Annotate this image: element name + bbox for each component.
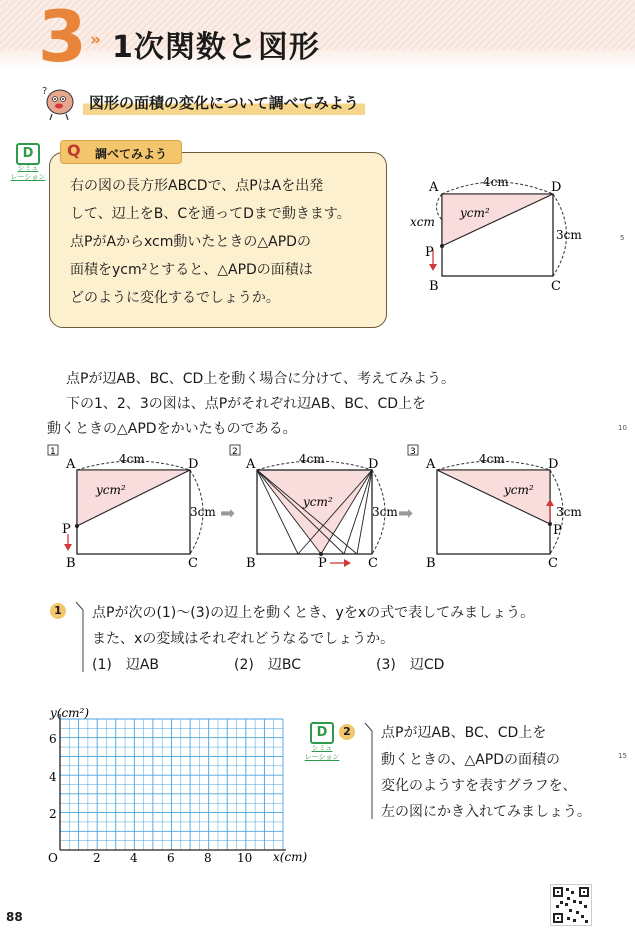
label-d: D	[548, 457, 559, 472]
paragraph-line: 下の1、2、3の図は、点Pがそれぞれ辺AB、BC、CD上を	[66, 396, 427, 412]
top-length: 4cm	[479, 452, 505, 466]
question-2-line: 変化のようすを表すグラフを、	[381, 778, 577, 794]
section-arrow: »	[90, 30, 101, 50]
question-line: して、辺上をB、Cを通ってDまで動きます。	[70, 206, 351, 222]
label-d: D	[551, 180, 562, 195]
simulation-d-icon[interactable]: D	[310, 722, 334, 744]
question-1-badge: 1	[50, 603, 66, 619]
label-d: D	[188, 457, 199, 472]
simulation-label[interactable]: シミュ レーション	[304, 744, 340, 761]
right-arrow-icon: ➡	[398, 503, 414, 524]
down-arrow-head-icon	[64, 544, 72, 551]
right-arrow-icon: ➡	[220, 503, 236, 524]
label-a: A	[426, 457, 436, 472]
question-1-item: (3) 辺CD	[376, 657, 445, 673]
right-length: 3cm	[372, 505, 398, 519]
y-tick-label: 2	[49, 807, 57, 821]
x-tick-label: 2	[93, 851, 101, 865]
question-line: どのように変化するでしょうか。	[70, 290, 280, 306]
margin-number: 5	[620, 234, 625, 242]
label-a: A	[66, 457, 76, 472]
section-number: 3	[38, 0, 87, 78]
graph	[38, 700, 318, 870]
question-tab-label: 調べてみよう	[95, 147, 168, 161]
label-a: A	[246, 457, 256, 472]
point-p-dot	[548, 522, 552, 526]
question-1-line: また、xの変域はそれぞれどうなるでしょうか。	[92, 631, 395, 647]
label-b: B	[429, 279, 439, 294]
question-line: 点PがAからxcm動いたときの△APDの	[70, 234, 311, 250]
label-a: A	[429, 180, 439, 195]
graph-grid	[60, 719, 283, 850]
label-d: D	[368, 457, 379, 472]
question-2-line: 左の図にかき入れてみましょう。	[381, 804, 591, 820]
label-c: C	[548, 556, 558, 571]
label-c: C	[551, 279, 561, 294]
label-c: C	[368, 556, 378, 571]
simulation-label[interactable]: シミュ レーション	[10, 164, 46, 181]
down-arrow-head-icon	[429, 264, 437, 271]
x-tick-label: 8	[204, 851, 212, 865]
right-length: 3cm	[556, 228, 582, 242]
label-b: B	[66, 556, 76, 571]
figure-3	[404, 442, 594, 572]
area-label: ycm²	[303, 495, 333, 509]
top-length: 4cm	[119, 452, 145, 466]
paragraph-line: 動くときの△APDをかいたものである。	[47, 421, 297, 437]
figure-2	[226, 442, 406, 572]
bracket	[74, 600, 86, 674]
question-line: 面積をycm²とすると、△APDの面積は	[70, 262, 313, 278]
figure-number: 3	[410, 447, 416, 457]
question-2-line: 動くときの、△APDの面積の	[381, 752, 561, 768]
label-p: P	[425, 245, 434, 260]
x-tick-label: 4	[130, 851, 138, 865]
question-2-badge: 2	[339, 724, 355, 740]
subheading: 図形の面積の変化について調べてみよう	[83, 90, 365, 115]
label-c: C	[188, 556, 198, 571]
top-length: 4cm	[483, 175, 509, 189]
right-length: 3cm	[190, 505, 216, 519]
label-b: B	[426, 556, 436, 571]
area-label: ycm²	[460, 206, 490, 220]
paragraph-line: 点Pが辺AB、BC、CD上を動く場合に分けて、考えてみよう。	[66, 371, 456, 387]
x-tick-label: 10	[237, 851, 253, 865]
y-axis-label: y(cm²)	[50, 706, 90, 720]
qr-code-icon[interactable]	[550, 884, 592, 926]
svg-text:?: ?	[42, 86, 48, 97]
bracket	[363, 721, 375, 821]
x-tick-label: 6	[167, 851, 175, 865]
label-p: P	[318, 556, 327, 571]
left-length: xcm	[410, 215, 435, 229]
label-b: B	[246, 556, 256, 571]
section-title: 1次関数と図形	[112, 30, 320, 65]
right-length: 3cm	[556, 505, 582, 519]
mascot-icon	[38, 82, 78, 122]
question-2-line: 点Pが辺AB、BC、CD上を	[381, 725, 547, 741]
left-dim-arc	[437, 194, 443, 220]
figure-1	[44, 442, 224, 572]
margin-number: 10	[618, 424, 627, 432]
label-p: P	[553, 523, 562, 538]
right-arrow-head-icon	[344, 559, 351, 567]
area-label: ycm²	[96, 483, 126, 497]
figure-number: 1	[50, 447, 56, 457]
y-tick-label: 4	[49, 770, 57, 784]
page-number: 88	[6, 910, 23, 924]
simulation-d-icon[interactable]: D	[16, 143, 40, 165]
x-axis-label: x(cm)	[273, 850, 308, 864]
label-p: P	[62, 522, 71, 537]
point-p-dot	[75, 524, 79, 528]
area-label: ycm²	[504, 483, 534, 497]
question-line: 右の図の長方形ABCDで、点PはAを出発	[70, 178, 324, 194]
triangle-apd	[437, 470, 550, 524]
triangle-apd	[257, 470, 372, 554]
triangle-apd	[442, 194, 553, 246]
main-rectangle-figure	[405, 170, 595, 300]
origin-label: O	[48, 851, 58, 865]
question-1-item: (2) 辺BC	[234, 657, 301, 673]
question-1-item: (1) 辺AB	[92, 657, 160, 673]
y-tick-label: 6	[49, 732, 57, 746]
question-tab-letter: Q	[67, 141, 81, 160]
figure-number: 2	[232, 447, 238, 457]
point-p-dot	[440, 244, 444, 248]
top-length: 4cm	[299, 452, 325, 466]
triangle-apd	[77, 470, 190, 526]
margin-number: 15	[618, 752, 627, 760]
question-1-line: 点Pが次の(1)〜(3)の辺上を動くとき、yをxの式で表してみましょう。	[92, 605, 535, 621]
